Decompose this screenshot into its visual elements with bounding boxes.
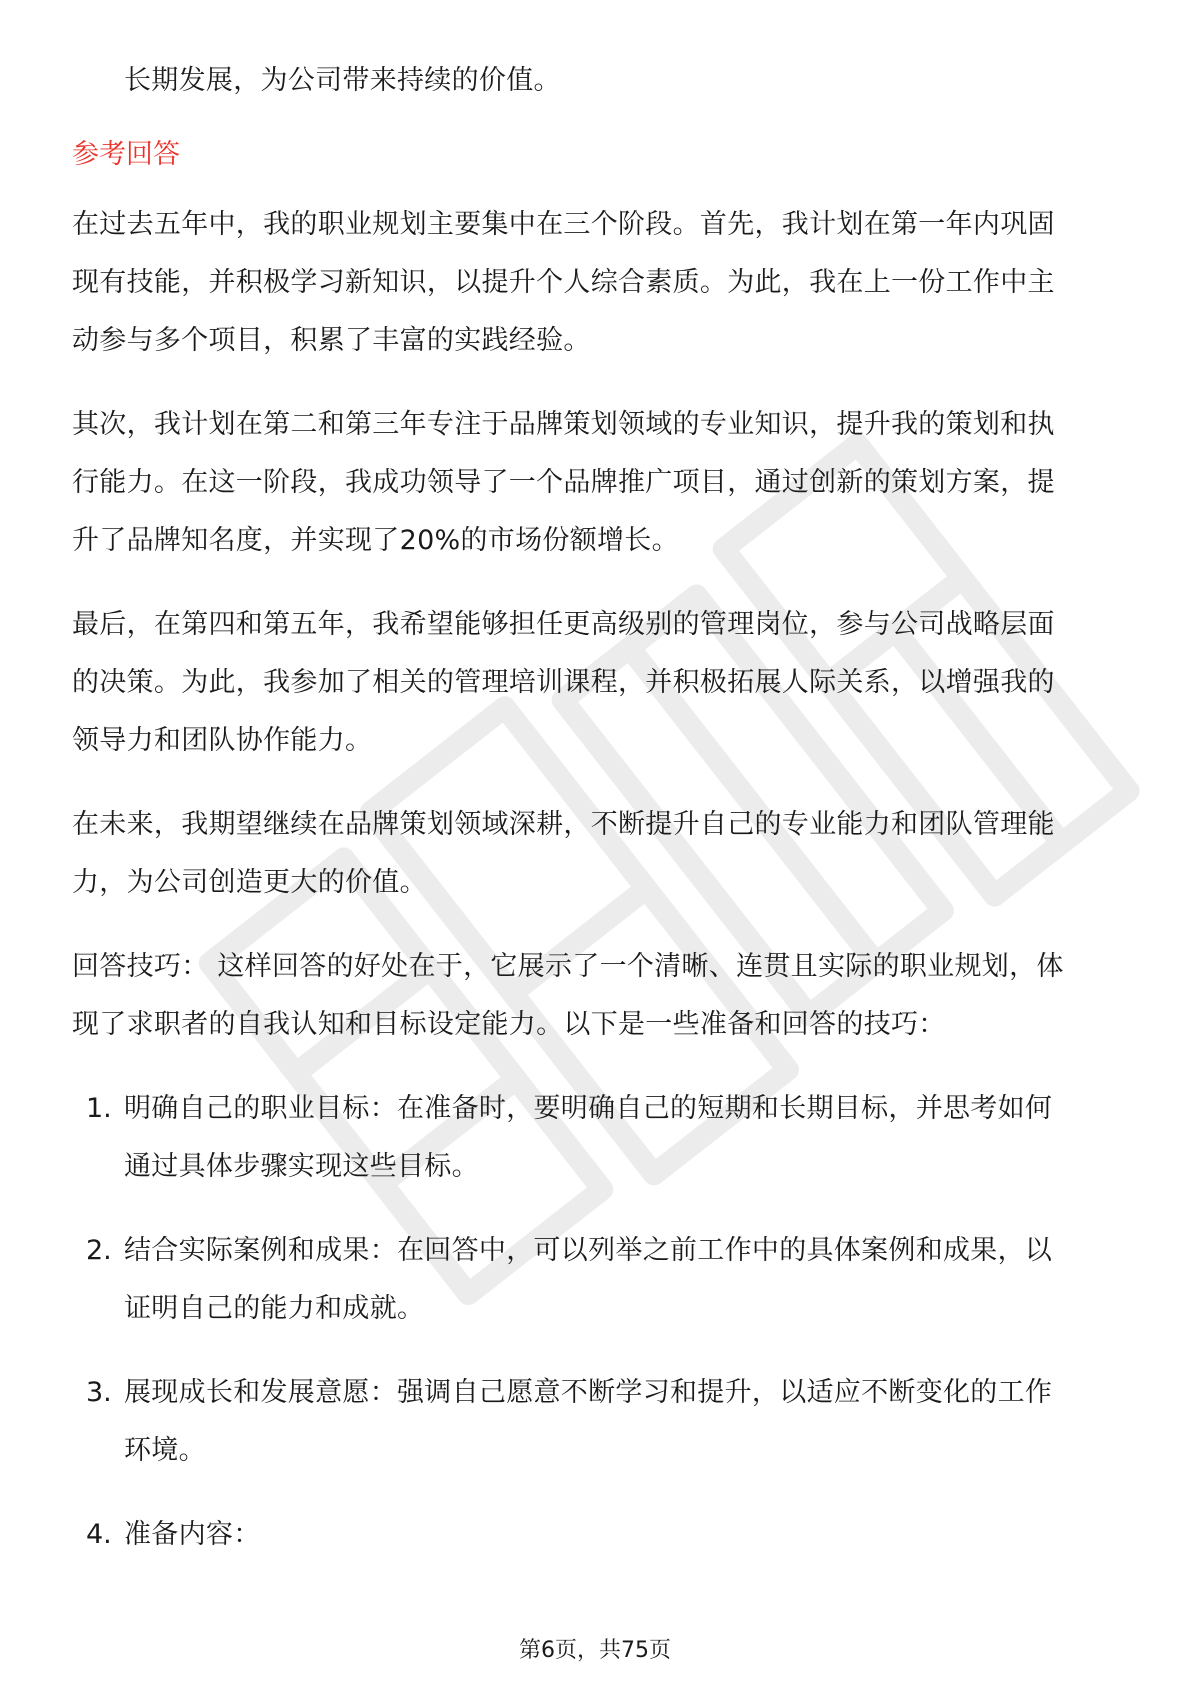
list-number: 4. — [86, 1519, 112, 1550]
paragraph — [72, 596, 1122, 770]
paragraph-line: 其次，我计划在第二和第三年专注于品牌策划领域的专业知识，提升我的策划和执 — [72, 409, 1055, 440]
paragraph — [72, 796, 1122, 912]
paragraph-line: 动参与多个项目，积累了丰富的实践经验。 — [72, 325, 591, 356]
list-number: 1. — [86, 1093, 112, 1124]
paragraph-line: 领导力和团队协作能力。 — [72, 725, 373, 756]
paragraph-line: 在过去五年中，我的职业规划主要集中在三个阶段。首先，我计划在第一年内巩固 — [72, 209, 1055, 240]
list-item-line: 展现成长和发展意愿：强调自己愿意不断学习和提升，以适应不断变化的工作 — [124, 1377, 1053, 1408]
intro-line: 长期发展，为公司带来持续的价值。 — [124, 65, 561, 96]
document-body — [72, 52, 1122, 1590]
paragraph — [72, 396, 1122, 570]
paragraph-line: 回答技巧： 这样回答的好处在于，它展示了一个清晰、连贯且实际的职业规划，体 — [72, 951, 1064, 982]
page-footer: 第6页，共75页 — [519, 1638, 671, 1663]
paragraph — [72, 938, 1122, 1054]
list-number: 3. — [86, 1377, 112, 1408]
list-item-line: 明确自己的职业目标：在准备时，要明确自己的短期和长期目标，并思考如何 — [124, 1093, 1053, 1124]
list-item-line: 通过具体步骤实现这些目标。 — [124, 1151, 479, 1182]
section-heading: 参考回答 — [72, 139, 180, 170]
paragraph-line: 升了品牌知名度，并实现了20%的市场份额增长。 — [72, 525, 679, 556]
paragraph-line: 的决策。为此，我参加了相关的管理培训课程，并积极拓展人际关系，以增强我的 — [72, 667, 1055, 698]
paragraph — [72, 196, 1122, 370]
list-item — [72, 1506, 1122, 1564]
list-number: 2. — [86, 1235, 112, 1266]
paragraph-line: 行能力。在这一阶段，我成功领导了一个品牌推广项目，通过创新的策划方案，提 — [72, 467, 1055, 498]
list-item — [72, 1364, 1122, 1480]
paragraph-line: 最后，在第四和第五年，我希望能够担任更高级别的管理岗位，参与公司战略层面 — [72, 609, 1055, 640]
paragraph-line: 力，为公司创造更大的价值。 — [72, 867, 427, 898]
list-item-line: 结合实际案例和成果：在回答中，可以列举之前工作中的具体案例和成果，以 — [124, 1235, 1053, 1266]
answer-paragraphs — [72, 196, 1122, 1054]
paragraph-line: 在未来，我期望继续在品牌策划领域深耕，不断提升自己的专业能力和团队管理能 — [72, 809, 1055, 840]
list-item-line: 证明自己的能力和成就。 — [124, 1293, 425, 1324]
list-item-line: 准备内容： — [124, 1519, 261, 1550]
tips-list — [72, 1080, 1122, 1564]
paragraph-line: 现了求职者的自我认知和目标设定能力。以下是一些准备和回答的技巧： — [72, 1009, 946, 1040]
paragraph-line: 现有技能，并积极学习新知识，以提升个人综合素质。为此，我在上一份工作中主 — [72, 267, 1055, 298]
list-item — [72, 1080, 1122, 1196]
list-item-line: 环境。 — [124, 1435, 206, 1466]
list-item — [72, 1222, 1122, 1338]
